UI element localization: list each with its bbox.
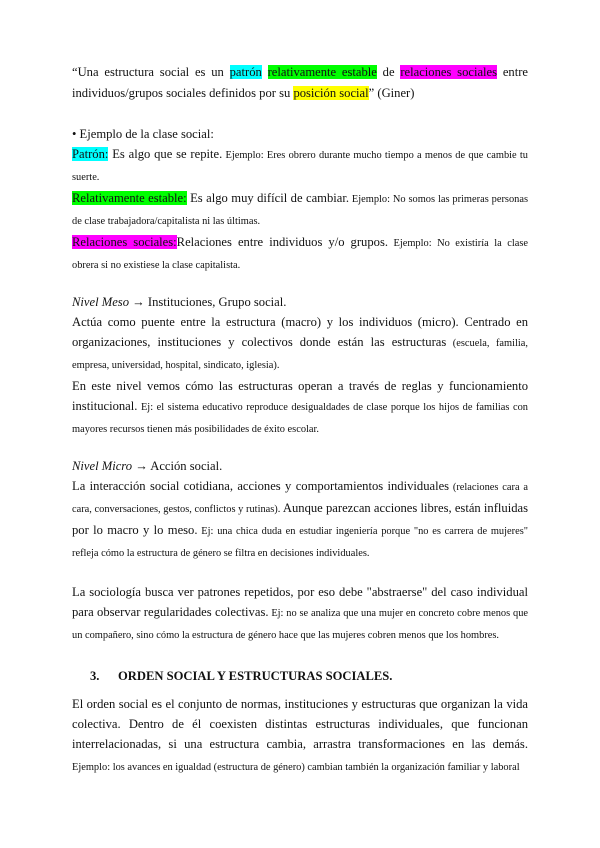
quote-text: entre individuos/grupos sociales definidos por su [72, 65, 528, 100]
meso-title-italic: Nivel Meso [72, 295, 130, 309]
section-3-paragraph [72, 694, 528, 778]
micro-small-text: (relaciones cara a cara, conversaciones, gestos, conflictos y rutinas). [72, 482, 528, 515]
ejemplo-small-text: Ejemplo: Eres obrero durante mucho tiempo a menos de que cambie tu suerte. [72, 150, 528, 183]
highlight-relaciones: relaciones sociales [400, 65, 498, 79]
section-title: ORDEN SOCIAL Y ESTRUCTURAS SOCIALES. [118, 669, 393, 683]
section-3-heading [90, 666, 528, 686]
meso-text: En este nivel vemos cómo las estructuras operan a través de reglas y funcionamiento institucional. [72, 379, 528, 413]
ejemplo-heading: • Ejemplo de la clase social: [72, 127, 214, 141]
quote-text: ” (Giner) [368, 86, 415, 100]
ejemplo-small-text: Ejemplo: No somos las primeras personas de clase trabajadora/capitalista ni las últimas. [72, 194, 528, 227]
micro-title [72, 456, 528, 476]
document-page [72, 62, 528, 778]
micro-text: La interacción social cotidiana, acciones y comportamientos individuales [72, 479, 450, 493]
ejemplo-text: Relaciones entre individuos y/o grupos. [176, 235, 388, 249]
micro-title-italic: Nivel Micro [72, 459, 133, 473]
micro-title-rest: → Acción social. [132, 459, 223, 473]
quote-text: “Una estructura social es un [72, 65, 230, 79]
micro-text: Aunque parezcan acciones libres, están influidas por lo macro y lo meso. [72, 501, 529, 537]
micro-small-text: Ej: una chica duda en estudiar ingeniería porque "no es carrera de mujeres" refleja cómo la estructura de género se filtra en decisiones individuales. [72, 526, 528, 559]
giner-quote [72, 62, 528, 104]
sociologia-text: La sociología busca ver patrones repetidos, por eso debe "abstraerse" del caso individual para observar regularidades colectivas. [72, 585, 528, 619]
meso-title [72, 292, 528, 312]
quote-space [262, 65, 268, 79]
ejemplo-text: Es algo que se repite. [108, 147, 223, 161]
meso-text: Actúa como puente entre la estructura (macro) y los individuos (micro). Centrado en organizaciones, instituciones y colectivos donde están las estructuras [72, 315, 528, 349]
ejemplo-small-text: Ejemplo: No existiría la clase obrera si no existiese la clase capitalista. [72, 238, 529, 271]
meso-small-text: Ej: el sistema educativo reproduce desigualdades de clase porque los hijos de familias con mayores recursos tienen más posibilidades de éxito escolar. [72, 402, 528, 435]
meso-paragraph-2 [72, 376, 528, 440]
highlight-patron-label: Patrón: [72, 147, 109, 161]
highlight-patron: patrón [229, 65, 262, 79]
section-small-text: Ejemplo: los avances en igualdad (estructura de género) cambian también la organización familiar y laboral [72, 762, 520, 773]
meso-paragraph-1 [72, 312, 528, 376]
ejemplo-relativamente [72, 188, 528, 232]
ejemplo-text: Es algo muy difícil de cambiar. [186, 191, 349, 205]
sociologia-paragraph [72, 582, 528, 646]
section-text: El orden social es el conjunto de normas, instituciones y estructuras que organizan la vida colectiva. Dentro de él coexisten distintas estructuras individuales, que funcionan interrelacionadas, si una estructura cambia, arrastra transformaciones en las demás. [72, 697, 528, 751]
sociologia-small-text: Ej: no se analiza que una mujer en concreto cobre menos que un compañero, sino cómo la estructura de género hace que las mujeres cobren menos que los hombres. [72, 608, 529, 641]
quote-text: de [376, 65, 401, 79]
meso-title-rest: → Instituciones, Grupo social. [129, 295, 287, 309]
ejemplo-patron [72, 144, 528, 188]
ejemplo-relaciones [72, 232, 528, 276]
meso-small-text: (escuela, familia, empresa, universidad, hospital, sindicato, iglesia). [72, 338, 528, 371]
highlight-relaciones-label: Relaciones sociales: [72, 235, 177, 249]
highlight-relativamente: relativamente estable [267, 65, 377, 79]
highlight-posicion: posición social [293, 86, 369, 100]
highlight-relativamente-label: Relativamente estable: [72, 191, 187, 205]
micro-paragraph [72, 476, 528, 564]
section-number: 3. [90, 669, 100, 683]
